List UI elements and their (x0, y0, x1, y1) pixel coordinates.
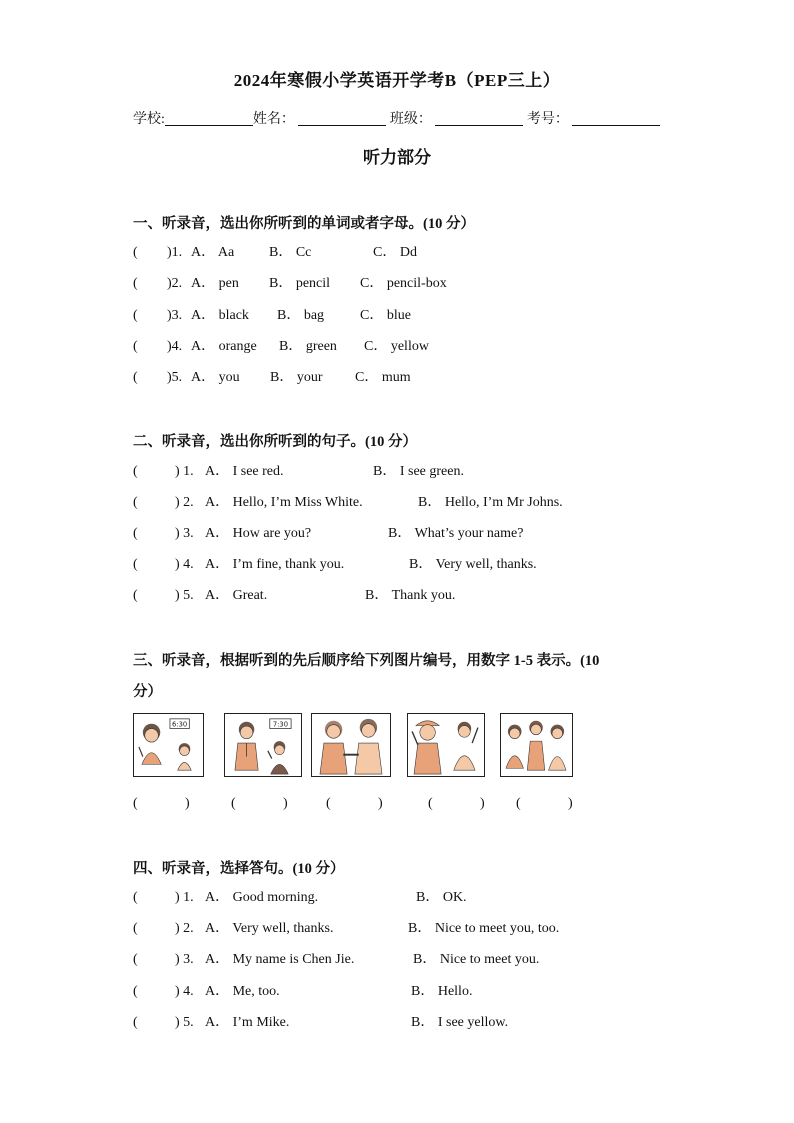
option-a: A． I’m fine, thank you. (205, 557, 345, 572)
answer-paren[interactable]: ( (133, 339, 138, 354)
answer-paren[interactable]: ( (133, 370, 138, 385)
option-b: B． Nice to meet you, too. (408, 921, 560, 936)
question-number: )1. (167, 245, 183, 260)
answer-paren[interactable]: ( (133, 557, 138, 572)
number-blank[interactable] (572, 111, 660, 126)
answer-paren[interactable]: ( (133, 984, 138, 999)
option-a: A． Me, too. (205, 984, 280, 999)
picture-4 (407, 713, 485, 777)
picture-1 (133, 713, 204, 777)
option-b: B． What’s your name? (388, 526, 524, 541)
section3-title-cont: 分） (133, 684, 162, 700)
answer-paren[interactable]: ) (378, 796, 383, 811)
question-number: )5. (167, 370, 183, 385)
school-blank[interactable] (165, 111, 253, 126)
question-number: )4. (167, 339, 183, 354)
number-label: 考号： (526, 112, 569, 127)
answer-paren[interactable]: ( (133, 796, 138, 811)
question-number: ) 2. (175, 921, 194, 936)
answer-paren[interactable]: ) (283, 796, 288, 811)
question-number: ) 1. (175, 890, 194, 905)
student-info-line (133, 108, 660, 128)
answer-paren[interactable]: ( (133, 588, 138, 603)
option-a: A． pen (191, 276, 239, 291)
clock-time-1: 6:30 (172, 720, 188, 729)
name-label: 姓名： (252, 112, 295, 127)
question-number: )3. (167, 308, 183, 323)
answer-paren[interactable]: ( (231, 796, 236, 811)
option-a: A． Good morning. (205, 890, 319, 905)
question-number: ) 2. (175, 495, 194, 510)
question-number: ) 5. (175, 1015, 194, 1030)
name-blank[interactable] (298, 111, 386, 126)
option-c: C． Dd (373, 245, 417, 260)
option-a: A． I’m Mike. (205, 1015, 290, 1030)
question-number: )2. (167, 276, 183, 291)
answer-paren[interactable]: ) (480, 796, 485, 811)
option-b: B． Nice to meet you. (413, 952, 540, 967)
option-b: B． your (270, 370, 323, 385)
answer-paren[interactable]: ( (133, 921, 138, 936)
option-a: A． Very well, thanks. (205, 921, 334, 936)
answer-paren[interactable]: ( (133, 276, 138, 291)
option-a: A． Hello, I’m Miss White. (205, 495, 363, 510)
option-b: B． I see yellow. (411, 1015, 509, 1030)
option-b: B． green (279, 339, 337, 354)
option-c: C． blue (360, 308, 411, 323)
option-b: B． pencil (269, 276, 331, 291)
answer-paren[interactable]: ( (133, 890, 138, 905)
question-number: ) 5. (175, 588, 194, 603)
answer-paren[interactable]: ( (428, 796, 433, 811)
option-b: B． I see green. (373, 464, 464, 479)
option-a: A． Great. (205, 588, 268, 603)
option-c: C． yellow (364, 339, 429, 354)
answer-paren[interactable]: ) (568, 796, 573, 811)
option-b: B． Cc (269, 245, 312, 260)
option-b: B． OK. (416, 890, 467, 905)
section3-title: 三、听录音，根据听到的先后顺序给下列图片编号，用数字 1-5 表示。(10 (133, 653, 600, 669)
answer-paren[interactable]: ( (133, 464, 138, 479)
option-b: B． Hello, I’m Mr Johns. (418, 495, 563, 510)
picture-3 (311, 713, 391, 777)
question-number: ) 4. (175, 557, 194, 572)
class-blank[interactable] (435, 111, 523, 126)
scene-handshake-illustration (312, 714, 390, 776)
question-number: ) 4. (175, 984, 194, 999)
scene-three-kids-illustration (501, 714, 572, 776)
question-number: ) 3. (175, 952, 194, 967)
option-a: A． My name is Chen Jie. (205, 952, 355, 967)
picture-2 (224, 713, 302, 777)
option-a: A． black (191, 308, 249, 323)
school-label: 学校: (133, 112, 165, 127)
option-a: A． you (191, 370, 240, 385)
option-c: C． pencil-box (360, 276, 447, 291)
class-label: 班级： (389, 112, 432, 127)
section-heading-listening: 听力部分 (363, 148, 431, 167)
question-number: ) 1. (175, 464, 194, 479)
option-b: B． Thank you. (365, 588, 456, 603)
section1-title: 一、听录音，选出你所听到的单词或者字母。(10 分） (133, 216, 475, 232)
clock-time-2: 7:30 (272, 720, 289, 729)
scene-morning-girls-illustration (134, 714, 203, 776)
answer-paren[interactable]: ( (133, 495, 138, 510)
answer-paren[interactable]: ) (185, 796, 190, 811)
answer-paren[interactable]: ( (326, 796, 331, 811)
option-c: C． mum (355, 370, 411, 385)
answer-paren[interactable]: ( (133, 952, 138, 967)
page-title: 2024年寒假小学英语开学考B（PEP三上） (233, 71, 561, 90)
answer-paren[interactable]: ( (516, 796, 521, 811)
option-a: A． orange (191, 339, 257, 354)
answer-paren[interactable]: ( (133, 308, 138, 323)
option-a: A． How are you? (205, 526, 312, 541)
answer-paren[interactable]: ( (133, 526, 138, 541)
scene-waving-hello-illustration (408, 714, 484, 776)
option-b: B． Hello. (411, 984, 473, 999)
option-b: B． bag (277, 308, 325, 323)
option-a: A． I see red. (205, 464, 284, 479)
section2-title: 二、听录音，选出你所听到的句子。(10 分） (133, 434, 417, 450)
option-a: A． Aa (191, 245, 235, 260)
answer-paren[interactable]: ( (133, 1015, 138, 1030)
picture-5 (500, 713, 573, 777)
option-b: B． Very well, thanks. (409, 557, 537, 572)
question-number: ) 3. (175, 526, 194, 541)
scene-classroom-greeting-illustration (225, 714, 301, 776)
section4-title: 四、听录音，选择答句。(10 分） (133, 861, 345, 877)
answer-paren[interactable]: ( (133, 245, 138, 260)
